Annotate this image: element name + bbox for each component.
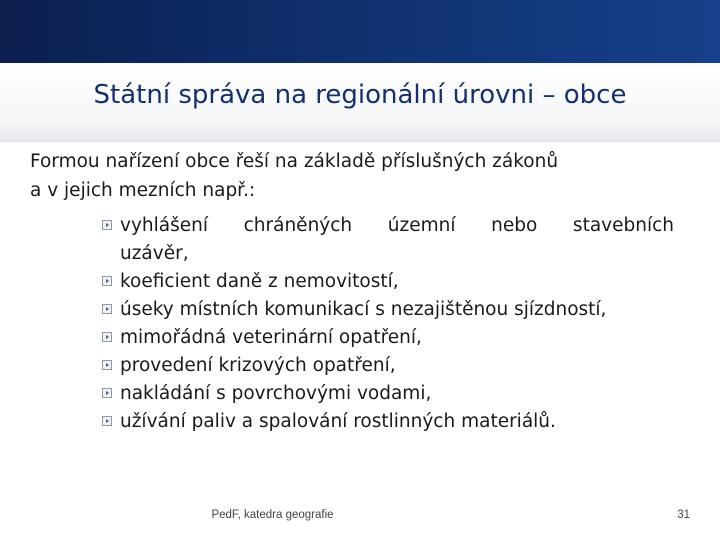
square-arrow-bullet-icon <box>102 332 112 342</box>
header-bar <box>0 0 720 63</box>
bullet-item <box>102 380 674 408</box>
square-arrow-bullet-icon <box>102 220 112 230</box>
intro-line-1: Formou nařízení obce řeší na základě příslušných zákonů <box>30 151 559 172</box>
intro-line-2: a v jejich mezních např.: <box>30 180 256 201</box>
bullet-text: koeficient daně z nemovitostí, <box>120 271 399 292</box>
bullet-text-line-1: vyhlášení chráněných územní nebo stavebních <box>120 215 674 236</box>
bullet-item <box>102 268 674 296</box>
slide-title: Státní správa na regionální úrovni – obce <box>93 80 627 110</box>
page-number: 31 <box>677 509 690 521</box>
bullet-item <box>102 408 674 436</box>
bullet-item <box>102 212 674 268</box>
bullet-text: úseky místních komunikací s nezajištěnou sjízdností, <box>120 299 607 320</box>
bullet-text: nakládání s povrchovými vodami, <box>120 383 432 404</box>
square-arrow-bullet-icon <box>102 388 112 398</box>
square-arrow-bullet-icon <box>102 304 112 314</box>
bullet-list <box>102 212 674 436</box>
bullet-text: užívání paliv a spalování rostlinných materiálů. <box>120 411 556 432</box>
footer-text: PedF, katedra geografie <box>211 509 334 521</box>
bullet-item <box>102 296 674 324</box>
bullet-text: provedení krizových opatření, <box>120 355 396 376</box>
square-arrow-bullet-icon <box>102 276 112 286</box>
intro-text <box>30 147 690 205</box>
square-arrow-bullet-icon <box>102 360 112 370</box>
bullet-text: mimořádná veterinární opatření, <box>120 327 422 348</box>
square-arrow-bullet-icon <box>102 416 112 426</box>
bullet-item <box>102 324 674 352</box>
bullet-item <box>102 352 674 380</box>
bullet-text-line-2: uzávěr, <box>120 243 189 264</box>
